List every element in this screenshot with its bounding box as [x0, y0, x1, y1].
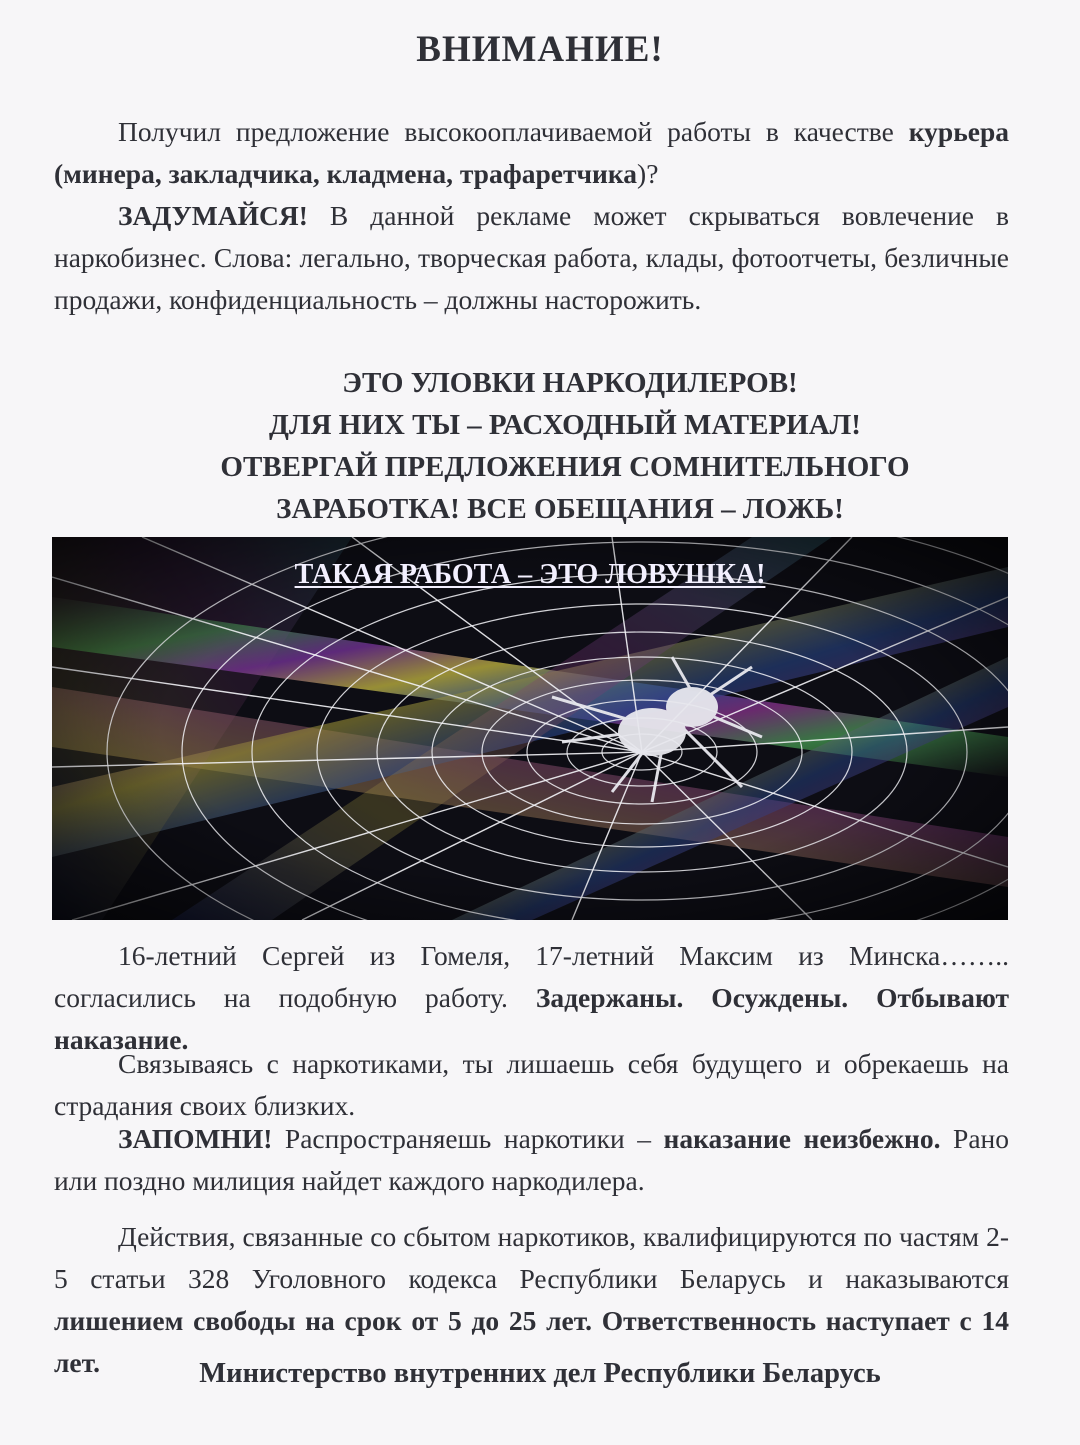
slogan-line-2: ДЛЯ НИХ ТЫ – РАСХОДНЫЙ МАТЕРИАЛ! [269, 409, 861, 441]
paragraph-remember [54, 1118, 1009, 1202]
examples-bold: Задержаны. Осуждены. Отбывают наказание. [54, 982, 1009, 1055]
paragraph-consequences [54, 1043, 1009, 1127]
slogans-block [0, 362, 1080, 530]
slogan-line-3: ОТВЕРГАЙ ПРЕДЛОЖЕНИЯ СОМНИТЕЛЬНОГО [220, 451, 910, 483]
ministry-signature: Министерство внутренних дел Республики Беларусь [199, 1358, 881, 1389]
remember-bold-2: наказание неизбежно. [663, 1123, 941, 1154]
spider-web-graphic [52, 537, 1008, 920]
remember-text-2: Рано или поздно милиция найдет каждого наркодилера. [54, 1123, 1010, 1196]
paragraph-think [54, 195, 1009, 321]
remember-text-1: Распространяешь наркотики – [272, 1123, 664, 1154]
think-text: В данной рекламе может скрываться вовлечение в наркобизнес. Слова: легально, творческая работа, клады, фотоотчеты, безличные продажи, конфиденциальность – должны насторожить. [54, 200, 1009, 315]
law-text: Действия, связанные со сбытом наркотиков, квалифицируются по частям 2-5 статьи 328 Уголовного кодекса Республики Беларусь и наказываются [54, 1221, 1009, 1294]
law-bold: лишением свободы на срок от 5 до 25 лет. Ответственность наступает с 14 лет. [54, 1305, 1009, 1378]
job-offer-bold: курьера (минера, закладчика, кладмена, трафаретчика [54, 116, 1009, 189]
examples-text: 16-летний Сергей из Гомеля, 17-летний Максим из Минска…….. согласились на подобную работу. [54, 940, 1009, 1013]
job-offer-end: )? [637, 158, 659, 189]
remember-bold: ЗАПОМНИ! [118, 1123, 273, 1154]
page-title: ВНИМАНИЕ! [416, 29, 664, 70]
consequences-text: Связываясь с наркотиками, ты лишаешь себя будущего и обрекаешь на страдания своих близких. [54, 1048, 1009, 1121]
slogan-line-1: ЭТО УЛОВКИ НАРКОДИЛЕРОВ! [342, 367, 798, 399]
illustration-caption: ТАКАЯ РАБОТА – ЭТО ЛОВУШКА! [294, 559, 766, 590]
job-offer-text: Получил предложение высокооплачиваемой работы в качестве [118, 116, 909, 147]
spider-web-illustration [52, 537, 1008, 920]
slogan-line-4: ЗАРАБОТКА! ВСЕ ОБЕЩАНИЯ – ЛОЖЬ! [276, 493, 844, 525]
think-bold: ЗАДУМАЙСЯ! [118, 200, 308, 231]
paragraph-job-offer [54, 111, 1009, 195]
